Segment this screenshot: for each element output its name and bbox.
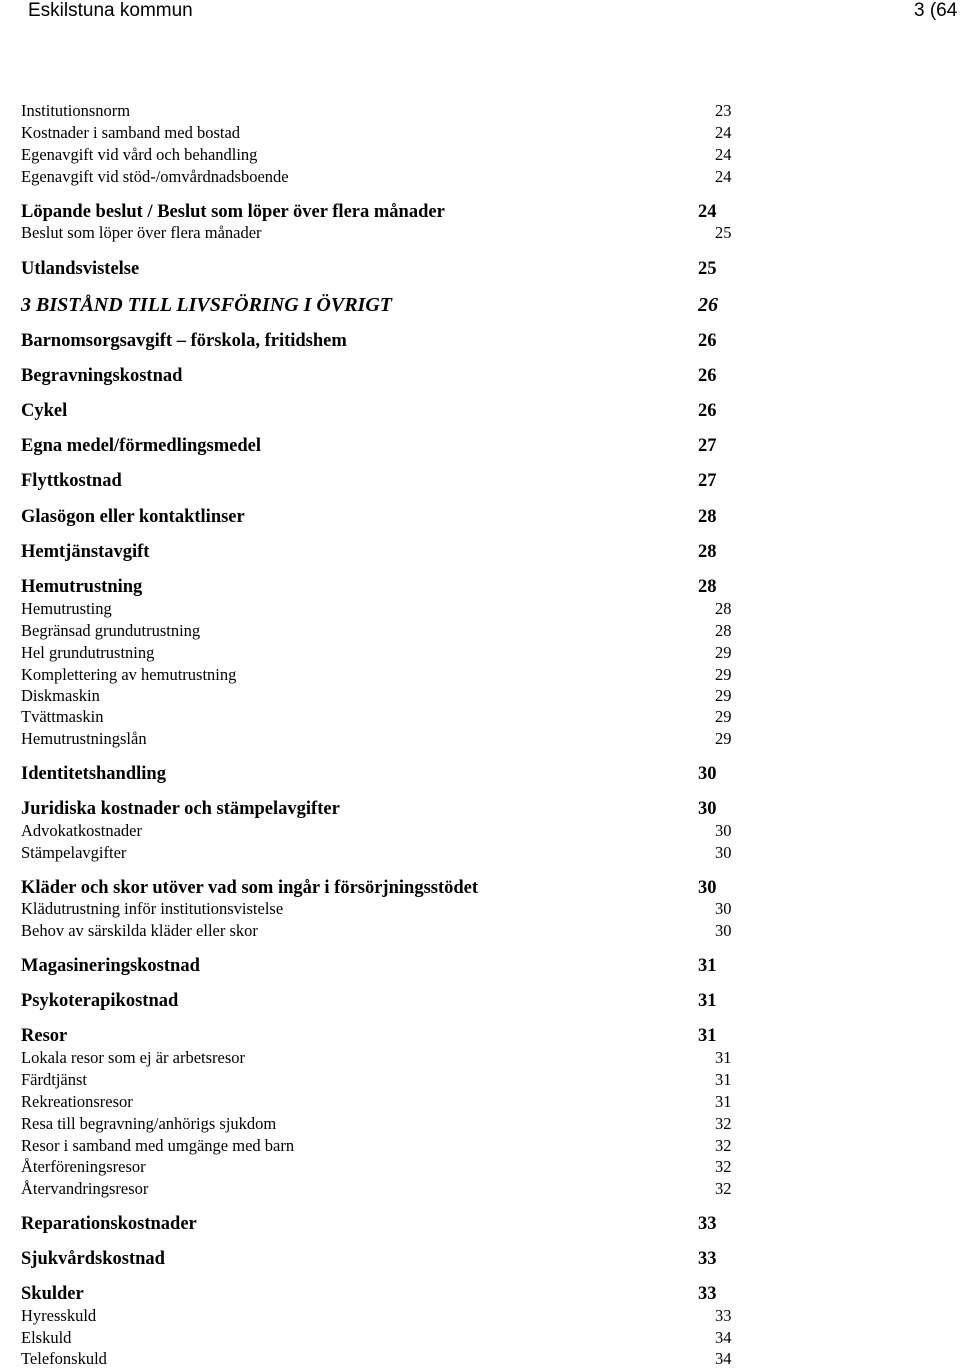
toc-entry bbox=[21, 899, 732, 918]
toc-entry-page: 33 bbox=[698, 1249, 717, 1269]
toc-entry-title: Skulder bbox=[21, 1284, 84, 1304]
toc-entry-title: Återvandringsresor bbox=[21, 1179, 149, 1198]
toc-entry-title: Sjukvårdskostnad bbox=[21, 1249, 165, 1269]
toc-entry bbox=[21, 366, 717, 386]
toc-entry bbox=[21, 729, 732, 748]
toc-entry-page: 30 bbox=[715, 821, 732, 840]
toc-entry-title: Hemutrustningslån bbox=[21, 729, 147, 748]
toc-entry bbox=[21, 921, 732, 940]
toc-entry bbox=[21, 599, 732, 618]
toc-entry-title: Klädutrustning inför institutionsvistelse bbox=[21, 899, 284, 918]
toc-entry-page: 32 bbox=[715, 1114, 732, 1133]
toc-entry-title: Flyttkostnad bbox=[21, 471, 122, 491]
toc-entry-title: Begravningskostnad bbox=[21, 366, 183, 386]
toc-entry bbox=[21, 294, 718, 316]
toc-entry bbox=[21, 1070, 732, 1089]
toc-entry-page: 31 bbox=[715, 1048, 732, 1067]
toc-entry-title: Kläder och skor utöver vad som ingår i försörjningsstödet bbox=[21, 878, 479, 898]
toc-entry bbox=[21, 665, 732, 684]
toc-entry-page: 30 bbox=[698, 764, 717, 784]
page-number: 3 (64 bbox=[914, 0, 958, 21]
toc-entry-page: 24 bbox=[698, 202, 717, 222]
toc-entry-title: Stämpelavgifter bbox=[21, 843, 127, 862]
toc-entry-title: Utlandsvistelse bbox=[21, 259, 140, 279]
toc-entry-page: 30 bbox=[715, 843, 732, 862]
toc-entry-page: 29 bbox=[715, 665, 732, 684]
toc-entry-page: 26 bbox=[698, 331, 717, 351]
toc-entry-page: 30 bbox=[698, 878, 717, 898]
toc-entry-title: Glasögon eller kontaktlinser bbox=[21, 507, 245, 527]
toc-entry-title: Lokala resor som ej är arbetsresor bbox=[21, 1048, 246, 1067]
toc-entry-title: Egenavgift vid vård och behandling bbox=[21, 145, 258, 164]
toc-entry-page: 30 bbox=[698, 799, 717, 819]
toc-entry bbox=[21, 202, 717, 222]
toc-entry-title: Begränsad grundutrustning bbox=[21, 621, 201, 640]
toc-entry-title: Hel grundutrustning bbox=[21, 643, 155, 662]
toc-entry-page: 25 bbox=[698, 259, 717, 279]
toc-entry-page: 27 bbox=[698, 471, 717, 491]
toc-entry-title: Egenavgift vid stöd-/omvårdnadsboende bbox=[21, 167, 289, 186]
toc-entry bbox=[21, 878, 717, 898]
toc-entry-page: 24 bbox=[715, 167, 732, 186]
toc-entry bbox=[21, 686, 732, 705]
toc-entry bbox=[21, 1284, 717, 1304]
toc-entry-page: 31 bbox=[698, 991, 717, 1011]
toc-entry-page: 27 bbox=[698, 436, 717, 456]
toc-entry-page: 34 bbox=[715, 1349, 732, 1368]
toc-entry bbox=[21, 123, 732, 142]
toc-entry bbox=[21, 259, 717, 279]
toc-entry bbox=[21, 436, 717, 456]
toc-entry bbox=[21, 1328, 732, 1347]
toc-entry bbox=[21, 145, 732, 164]
toc-entry-page: 28 bbox=[698, 507, 717, 527]
toc-entry-page: 28 bbox=[698, 542, 717, 562]
toc-entry-title: Juridiska kostnader och stämpelavgifter bbox=[21, 799, 340, 819]
toc-entry-title: Beslut som löper över flera månader bbox=[21, 223, 262, 242]
toc-entry-page: 32 bbox=[715, 1179, 732, 1198]
toc-entry bbox=[21, 621, 732, 640]
toc-entry-page: 31 bbox=[698, 1026, 717, 1046]
toc-entry-title: Psykoterapikostnad bbox=[21, 991, 179, 1011]
toc-entry bbox=[21, 1349, 732, 1368]
toc-entry-title: Magasineringskostnad bbox=[21, 956, 200, 976]
toc-entry-title: Barnomsorgsavgift – förskola, fritidshem bbox=[21, 331, 347, 351]
toc-entry-page: 28 bbox=[715, 599, 732, 618]
toc-entry-title: Återföreningsresor bbox=[21, 1157, 146, 1176]
toc-entry-page: 33 bbox=[698, 1284, 717, 1304]
toc-entry bbox=[21, 1136, 732, 1155]
toc-entry-title: Egna medel/förmedlingsmedel bbox=[21, 436, 261, 456]
toc-entry-title: Rekreationsresor bbox=[21, 1092, 133, 1111]
toc-entry-page: 31 bbox=[698, 956, 717, 976]
toc-entry-title: Hemutrusting bbox=[21, 599, 112, 618]
toc-entry-title: Tvättmaskin bbox=[21, 707, 104, 726]
toc-entry-page: 31 bbox=[715, 1092, 732, 1111]
toc-entry bbox=[21, 764, 717, 784]
toc-entry-page: 32 bbox=[715, 1157, 732, 1176]
toc-entry-title: Komplettering av hemutrustning bbox=[21, 665, 237, 684]
toc-entry-page: 26 bbox=[698, 294, 718, 316]
toc-entry-title: Löpande beslut / Beslut som löper över flera månader bbox=[21, 202, 445, 222]
toc-entry bbox=[21, 843, 732, 862]
toc-entry bbox=[21, 1114, 732, 1133]
toc-entry-title: Cykel bbox=[21, 401, 68, 421]
toc-entry-title: Identitetshandling bbox=[21, 764, 166, 784]
toc-entry bbox=[21, 471, 717, 491]
toc-entry bbox=[21, 821, 732, 840]
toc-entry-page: 33 bbox=[715, 1306, 732, 1325]
toc-entry-page: 30 bbox=[715, 921, 732, 940]
toc-entry-page: 28 bbox=[715, 621, 732, 640]
toc-entry-title: Resa till begravning/anhörigs sjukdom bbox=[21, 1114, 277, 1133]
toc-entry bbox=[21, 799, 717, 819]
toc-entry-page: 26 bbox=[698, 401, 717, 421]
toc-entry-title: Behov av särskilda kläder eller skor bbox=[21, 921, 258, 940]
toc-entry bbox=[21, 577, 717, 597]
toc-entry-page: 31 bbox=[715, 1070, 732, 1089]
toc-entry-title: Advokatkostnader bbox=[21, 821, 142, 840]
toc-entry bbox=[21, 1048, 732, 1067]
toc-entry-title: Institutionsnorm bbox=[21, 101, 131, 120]
toc-entry-page: 29 bbox=[715, 643, 732, 662]
toc-entry-page: 33 bbox=[698, 1214, 717, 1234]
toc-entry-title: Elskuld bbox=[21, 1328, 72, 1347]
organization-name: Eskilstuna kommun bbox=[28, 0, 193, 21]
toc-entry-page: 34 bbox=[715, 1328, 732, 1347]
toc-entry bbox=[21, 1092, 732, 1111]
toc-entry bbox=[21, 707, 732, 726]
toc-entry-page: 24 bbox=[715, 123, 732, 142]
toc-entry bbox=[21, 542, 717, 562]
toc-entry-page: 29 bbox=[715, 707, 732, 726]
toc-entry-title: Hemutrustning bbox=[21, 577, 143, 597]
toc-entry bbox=[21, 167, 732, 186]
toc-entry-title: Telefonskuld bbox=[21, 1349, 107, 1368]
toc-entry-page: 30 bbox=[715, 899, 732, 918]
toc-entry-page: 32 bbox=[715, 1136, 732, 1155]
toc-entry-page: 29 bbox=[715, 686, 732, 705]
toc-entry bbox=[21, 331, 717, 351]
toc-entry bbox=[21, 507, 717, 527]
toc-entry bbox=[21, 223, 732, 242]
toc-entry bbox=[21, 401, 717, 421]
toc-entry-page: 25 bbox=[715, 223, 732, 242]
toc-entry bbox=[21, 101, 732, 120]
toc-entry-page: 26 bbox=[698, 366, 717, 386]
toc-entry-page: 23 bbox=[715, 101, 732, 120]
toc-entry-title: Kostnader i samband med bostad bbox=[21, 123, 241, 142]
toc-entry bbox=[21, 1214, 717, 1234]
toc-entry bbox=[21, 956, 717, 976]
toc-entry bbox=[21, 991, 717, 1011]
toc-entry bbox=[21, 1249, 717, 1269]
toc-entry-title: Resor bbox=[21, 1026, 68, 1046]
toc-entry bbox=[21, 643, 732, 662]
toc-entry-title: Hyresskuld bbox=[21, 1306, 97, 1325]
toc-entry-title: Reparationskostnader bbox=[21, 1214, 197, 1234]
toc-entry-title: Resor i samband med umgänge med barn bbox=[21, 1136, 295, 1155]
toc-entry-page: 29 bbox=[715, 729, 732, 748]
toc-entry-title: Hemtjänstavgift bbox=[21, 542, 150, 562]
toc-entry-title: Diskmaskin bbox=[21, 686, 100, 705]
toc-entry bbox=[21, 1026, 717, 1046]
toc-entry-title: 3 BISTÅND TILL LIVSFÖRING I ÖVRIGT bbox=[21, 294, 392, 316]
toc-entry-title: Färdtjänst bbox=[21, 1070, 87, 1089]
toc-entry-page: 24 bbox=[715, 145, 732, 164]
toc-entry bbox=[21, 1306, 732, 1325]
toc-entry bbox=[21, 1157, 732, 1176]
toc-entry-page: 28 bbox=[698, 577, 717, 597]
toc-entry bbox=[21, 1179, 732, 1198]
